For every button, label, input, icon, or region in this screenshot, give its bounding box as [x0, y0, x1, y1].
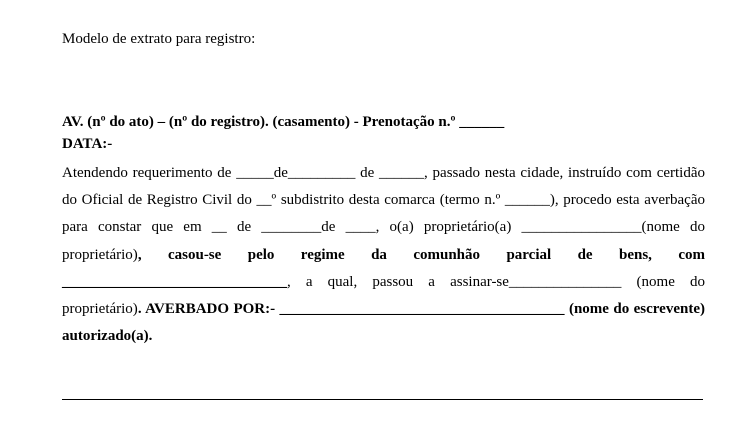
averbado-por-line: AVERBADO POR:- ______________________________________ (nome do escrevente) autorizado(a).	[62, 301, 705, 345]
paragraph-text-bold: , casou-se pelo regime da comunhão parcial de bens, com ______________________________	[62, 246, 705, 290]
paragraph-text-regular: Atendendo requerimento de _____de_________ de ______, passado nesta cidade, instruído com certidão do Oficial de Registro Civil do __º subdistrito desta comarca (termo n.º ______), procedo esta averbação para constar que em __ de ________de ____, o(a) proprietário(a) ________________(nome do proprietário)	[62, 165, 705, 263]
bottom-divider	[62, 399, 703, 400]
date-label: DATA:-	[62, 136, 113, 152]
paragraph-period: .	[137, 301, 142, 318]
intro-text: Modelo de extrato para registro:	[62, 31, 256, 47]
extract-paragraph	[62, 160, 705, 350]
averbacao-heading: AV. (nº do ato) – (nº do registro). (casamento) - Prenotação n.º ______	[62, 114, 505, 130]
paragraph-text-regular: , a qual, passou a assinar-se_______________ (nome do proprietário)	[62, 273, 705, 318]
